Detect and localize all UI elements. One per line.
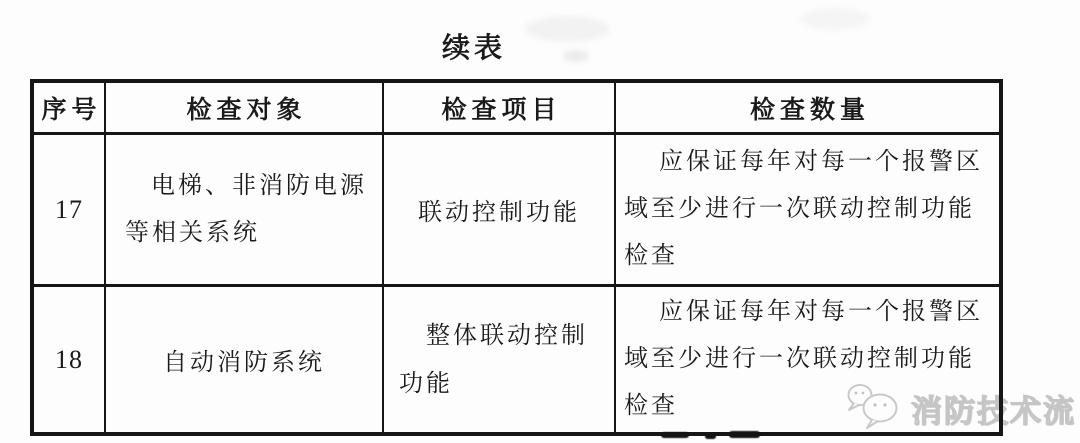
row-17-object <box>106 135 384 287</box>
scan-ink-mark <box>661 432 689 438</box>
inspection-table <box>30 79 1003 436</box>
row-18-quantity <box>616 287 999 432</box>
row-18-serial: 18 <box>34 287 106 432</box>
row-18-item <box>384 287 616 432</box>
row-18-item-line-1: 整体联动控制 <box>426 322 588 349</box>
page-title: 续表 <box>442 33 507 64</box>
row-17-item: 联动控制功能 <box>384 135 616 287</box>
scan-smudge <box>800 8 870 30</box>
row-18-object: 自动消防系统 <box>106 287 384 432</box>
row-17-object-line-1: 电梯、非消防电源 <box>151 172 367 199</box>
watermark-label: 消防技术流 <box>911 394 1076 429</box>
row-17-object-line-2: 等相关系统 <box>125 219 260 246</box>
scan-ink-mark <box>705 434 716 439</box>
row-17-quantity-line-3: 检查 <box>624 243 678 269</box>
header-cell-item: 检查项目 <box>384 83 616 135</box>
scan-smudge <box>525 16 610 42</box>
header-cell-quantity: 检查数量 <box>616 83 999 135</box>
row-17-quantity-line-1: 应保证每年对每一个报警区 <box>659 149 983 175</box>
row-18-quantity-line-2: 域至少进行一次联动控制功能 <box>624 346 975 372</box>
row-18-item-line-2: 功能 <box>399 370 453 397</box>
row-17-quantity-line-2: 域至少进行一次联动控制功能 <box>624 196 975 222</box>
scan-ink-mark <box>729 431 760 438</box>
header-cell-object: 检查对象 <box>106 83 384 135</box>
row-18-quantity-line-1: 应保证每年对每一个报警区 <box>659 299 983 325</box>
row-18-quantity-line-3: 检查 <box>624 393 678 419</box>
scan-smudge <box>563 50 589 62</box>
row-17-quantity <box>616 135 999 287</box>
header-cell-serial: 序号 <box>34 83 106 135</box>
row-17-serial: 17 <box>34 135 106 287</box>
